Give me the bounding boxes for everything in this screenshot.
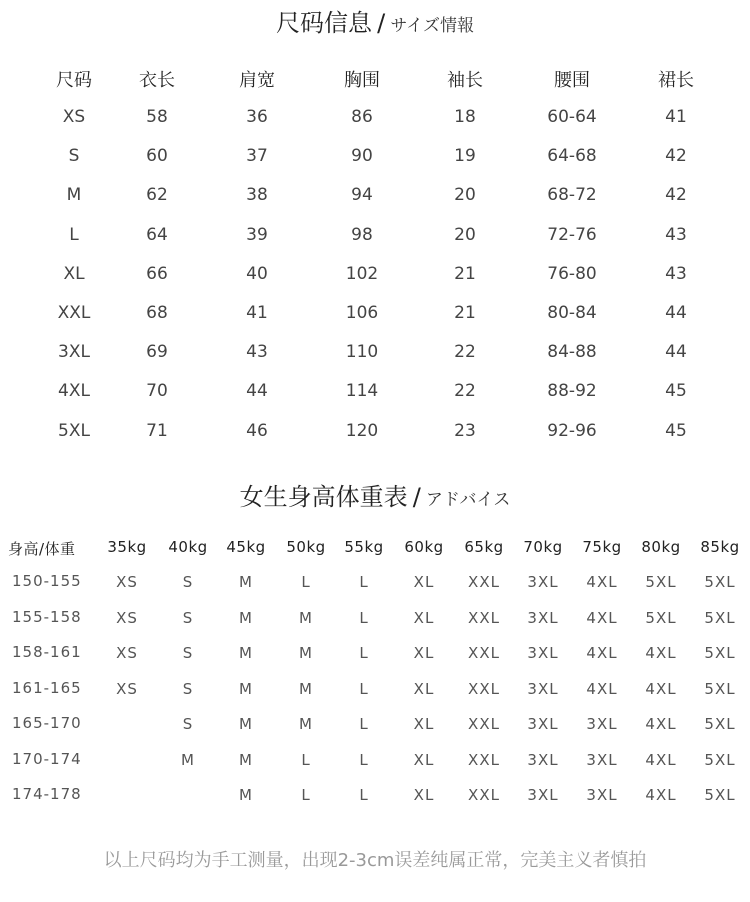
size-header-cell: 胸围 (344, 70, 380, 91)
size-value-cell: 90 (351, 146, 373, 167)
size-header-cell: 肩宽 (239, 70, 275, 91)
recommended-size-cell: L (359, 679, 369, 698)
size-value-cell: 21 (454, 303, 476, 323)
size-value-cell: 64-68 (547, 146, 597, 167)
size-label-cell: XL (63, 263, 85, 284)
recommended-size-cell: 5XL (704, 715, 736, 733)
recommended-size-cell: 3XL (527, 644, 559, 662)
recommended-size-cell: 3XL (527, 573, 559, 591)
size-value-cell: 45 (665, 420, 687, 441)
size-value-cell: 19 (454, 146, 476, 167)
recommended-size-cell: 4XL (586, 644, 618, 662)
size-value-cell: 98 (351, 224, 373, 245)
recommended-size-cell: S (182, 573, 194, 591)
size-header-cell: 腰围 (554, 70, 590, 91)
recommended-size-cell: 3XL (586, 715, 618, 733)
size-value-cell: 94 (351, 185, 373, 206)
size-value-cell: 42 (665, 185, 687, 206)
size-value-cell: 39 (246, 224, 268, 245)
size-label-cell: XXL (57, 303, 91, 323)
recommended-size-cell: L (359, 750, 369, 769)
recommended-size-cell: M (239, 750, 253, 769)
size-value-cell: 80-84 (547, 303, 597, 323)
size-value-cell: 106 (345, 303, 379, 323)
recommended-size-cell: XL (413, 750, 435, 769)
size-label-cell: 3XL (58, 342, 90, 363)
size-value-cell: 86 (351, 107, 373, 127)
recommended-size-cell: XXL (468, 573, 500, 591)
size-header-cell: 裙长 (658, 70, 694, 91)
recommended-size-cell: 3XL (527, 750, 559, 769)
size-value-cell: 20 (454, 185, 476, 206)
recommended-size-cell: XL (413, 715, 435, 733)
recommended-size-cell: 5XL (645, 608, 677, 627)
size-label-cell: L (69, 224, 79, 245)
height-weight-header-cell: 40kg (168, 538, 208, 556)
recommended-size-cell: 5XL (645, 573, 677, 591)
size-value-cell: 60-64 (547, 107, 597, 127)
recommended-size-cell: XXL (468, 679, 500, 698)
size-value-cell: 38 (246, 185, 268, 206)
recommended-size-cell: XXL (468, 644, 500, 662)
recommended-size-cell: 4XL (645, 679, 677, 698)
size-header-cell: 衣长 (139, 70, 175, 91)
height-range-cell: 170-174 (12, 749, 82, 768)
size-value-cell: 41 (665, 107, 687, 127)
size-label-cell: S (68, 146, 80, 167)
recommended-size-cell: 3XL (586, 750, 618, 769)
size-chart-title-main: 尺码信息 (276, 9, 373, 37)
height-weight-header-cell: 80kg (641, 538, 681, 556)
size-value-cell: 43 (665, 263, 687, 284)
height-weight-title-sub: アドバイス (425, 490, 511, 510)
recommended-size-cell: M (239, 715, 253, 733)
size-value-cell: 44 (665, 303, 687, 323)
height-range-cell: 165-170 (12, 714, 82, 732)
size-label-cell: XS (62, 107, 86, 127)
recommended-size-cell: 5XL (704, 573, 736, 591)
size-value-cell: 92-96 (547, 420, 597, 441)
recommended-size-cell: 4XL (586, 679, 618, 698)
recommended-size-cell: 3XL (586, 786, 618, 804)
footnote: 以上尺码均为手工测量，出现2-3cm误差纯属正常，完美主义者慎拍 (103, 850, 647, 871)
recommended-size-cell: M (239, 573, 253, 591)
size-value-cell: 37 (246, 146, 268, 167)
recommended-size-cell: M (299, 715, 313, 733)
height-range-cell: 158-161 (12, 643, 82, 661)
recommended-size-cell: 4XL (645, 750, 677, 769)
recommended-size-cell: S (182, 679, 194, 698)
recommended-size-cell: XXL (468, 786, 500, 804)
recommended-size-cell: M (181, 750, 195, 769)
size-value-cell: 66 (146, 263, 168, 284)
size-chart-title-sub: サイズ情報 (390, 16, 474, 36)
recommended-size-cell: XL (413, 608, 435, 627)
recommended-size-cell: M (239, 608, 253, 627)
recommended-size-cell: M (299, 679, 313, 698)
recommended-size-cell: XXL (468, 715, 500, 733)
height-weight-title (0, 477, 750, 512)
recommended-size-cell: M (239, 679, 253, 698)
recommended-size-cell: XXL (468, 608, 500, 627)
size-value-cell: 44 (246, 381, 268, 402)
height-weight-header-cell: 85kg (700, 538, 740, 556)
size-value-cell: 45 (665, 381, 687, 402)
height-weight-header-cell: 45kg (226, 538, 266, 556)
recommended-size-cell: L (359, 786, 369, 804)
recommended-size-cell: M (239, 786, 253, 804)
size-value-cell: 68 (146, 303, 168, 323)
recommended-size-cell: 5XL (704, 644, 736, 662)
size-value-cell: 46 (246, 420, 268, 441)
height-weight-title-main: 女生身高体重表 (239, 483, 408, 511)
recommended-size-cell: 3XL (527, 608, 559, 627)
size-value-cell: 42 (665, 146, 687, 167)
height-weight-header-cell: 35kg (107, 538, 147, 556)
recommended-size-cell: S (182, 715, 194, 733)
recommended-size-cell: 4XL (586, 608, 618, 627)
height-range-cell: 150-155 (12, 572, 82, 590)
recommended-size-cell: S (182, 644, 194, 662)
size-header-cell: 尺码 (56, 70, 92, 91)
recommended-size-cell: XS (116, 644, 138, 662)
height-weight-header-cell: 50kg (286, 538, 326, 556)
recommended-size-cell: XL (413, 786, 435, 804)
recommended-size-cell: XS (116, 608, 138, 627)
height-weight-header-cell: 65kg (464, 538, 504, 556)
recommended-size-cell: M (299, 608, 313, 627)
size-value-cell: 40 (246, 263, 268, 284)
recommended-size-cell: 5XL (704, 608, 736, 627)
recommended-size-cell: L (359, 715, 369, 733)
size-value-cell: 110 (345, 342, 379, 363)
recommended-size-cell: 4XL (645, 715, 677, 733)
size-value-cell: 62 (146, 185, 168, 206)
recommended-size-cell: XL (413, 679, 435, 698)
size-value-cell: 43 (246, 342, 268, 363)
size-label-cell: 4XL (58, 381, 90, 402)
height-weight-header-cell: 75kg (582, 538, 622, 556)
height-weight-header-cell: 55kg (344, 538, 384, 556)
size-chart-title-separator: / (377, 9, 386, 37)
recommended-size-cell: 3XL (527, 715, 559, 733)
height-range-cell: 155-158 (12, 607, 82, 626)
size-value-cell: 102 (345, 263, 379, 284)
size-header-cell: 袖长 (447, 70, 483, 91)
recommended-size-cell: XL (413, 573, 435, 591)
recommended-size-cell: L (359, 608, 369, 627)
size-value-cell: 22 (454, 381, 476, 402)
recommended-size-cell: 3XL (527, 679, 559, 698)
recommended-size-cell: 5XL (704, 786, 736, 804)
size-value-cell: 44 (665, 342, 687, 363)
recommended-size-cell: M (239, 644, 253, 662)
size-value-cell: 71 (146, 420, 168, 441)
recommended-size-cell: XL (413, 644, 435, 662)
recommended-size-cell: M (299, 644, 313, 662)
recommended-size-cell: L (301, 573, 311, 591)
recommended-size-cell: XS (116, 573, 138, 591)
height-weight-header-cell: 60kg (404, 538, 444, 556)
height-weight-title-separator: / (412, 483, 421, 511)
height-range-cell: 161-165 (12, 678, 82, 697)
recommended-size-cell: XXL (468, 750, 500, 769)
recommended-size-cell: 4XL (645, 786, 677, 804)
height-weight-header-cell: 70kg (523, 538, 563, 556)
size-value-cell: 20 (454, 224, 476, 245)
recommended-size-cell: L (301, 750, 311, 769)
size-value-cell: 114 (345, 381, 379, 402)
size-value-cell: 88-92 (547, 381, 597, 402)
recommended-size-cell: 3XL (527, 786, 559, 804)
size-value-cell: 23 (454, 420, 476, 441)
size-value-cell: 120 (345, 420, 379, 441)
size-value-cell: 58 (146, 107, 168, 127)
recommended-size-cell: L (359, 573, 369, 591)
size-value-cell: 18 (454, 107, 476, 127)
size-value-cell: 64 (146, 224, 168, 245)
size-value-cell: 70 (146, 381, 168, 402)
recommended-size-cell: L (301, 786, 311, 804)
recommended-size-cell: XS (116, 679, 138, 698)
size-value-cell: 41 (246, 303, 268, 323)
recommended-size-cell: L (359, 644, 369, 662)
size-value-cell: 69 (146, 342, 168, 363)
size-value-cell: 60 (146, 146, 168, 167)
size-label-cell: M (66, 185, 82, 206)
size-value-cell: 68-72 (547, 185, 597, 206)
recommended-size-cell: 5XL (704, 679, 736, 698)
size-value-cell: 72-76 (547, 224, 597, 245)
size-value-cell: 84-88 (547, 342, 597, 363)
size-value-cell: 21 (454, 263, 476, 284)
recommended-size-cell: 4XL (645, 644, 677, 662)
recommended-size-cell: S (182, 608, 194, 627)
recommended-size-cell: 5XL (704, 750, 736, 769)
recommended-size-cell: 4XL (586, 573, 618, 591)
size-value-cell: 22 (454, 342, 476, 363)
size-label-cell: 5XL (58, 420, 90, 441)
height-weight-header-cell: 身高/体重 (8, 540, 76, 558)
height-range-cell: 174-178 (12, 785, 82, 803)
size-value-cell: 76-80 (547, 263, 597, 284)
size-value-cell: 36 (246, 107, 268, 127)
size-value-cell: 43 (665, 224, 687, 245)
